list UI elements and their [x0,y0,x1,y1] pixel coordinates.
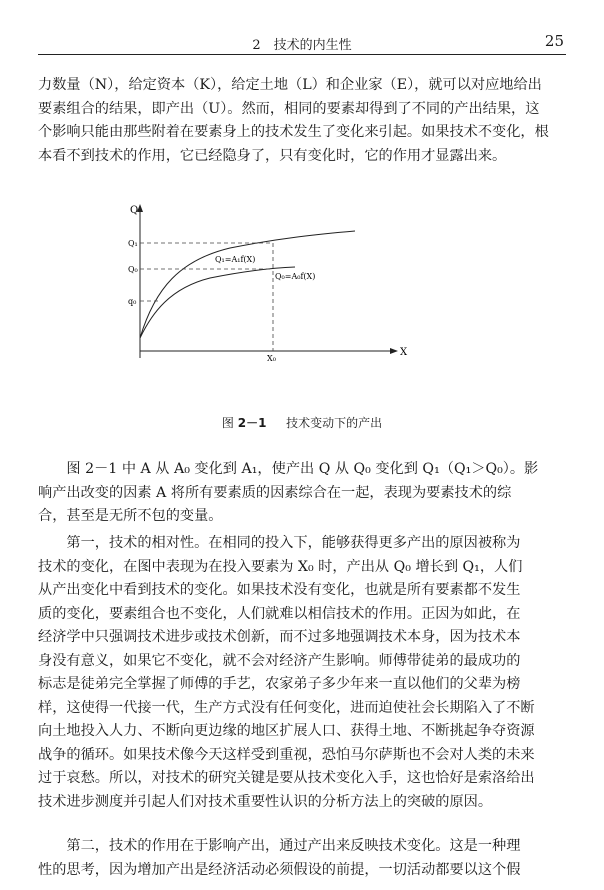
text-line: 经济学中只强调技术进步或技术创新，而不过多地强调技术本身，因为技术本 [38,629,521,645]
text-line: 标志是徒弟完全掌握了师傅的手艺，农家弟子多少年来一直以他们的父辈为榜 [38,676,521,692]
text-line: 第一，技术的相对性。在相同的投入下，能够获得更多产出的原因被称为 [66,535,521,551]
text-line: 第二，技术的作用在于影响产出，通过产出来反映技术变化。这是一种理 [66,838,521,854]
caption-number: 2－1 [237,416,267,430]
text-line: 向土地投入人力、不断向更边缘的地区扩展人口、获得土地、不断挑起争夺资源 [38,723,535,739]
paragraph-figure-explanation [38,458,566,529]
x-axis-arrow [390,348,398,354]
text-line: 战争的循环。如果技术像今天这样受到重视，恐怕马尔萨斯也不会对人类的未来 [38,746,535,763]
tick-q0: Q₀ [128,265,138,274]
caption-text: 技术变动下的产出 [286,416,383,430]
x-axis-label: X [400,347,408,358]
text-line: 响产出改变的因素 A 将所有要素质的因素综合在一起，表现为要素技术的综 [38,484,512,501]
tick-x0: X₀ [267,354,276,363]
curve-upper-label: Q₁=A₁f(X) [215,255,256,264]
curve-lower [140,267,295,338]
text-line: 要素组合的结果，即产出（U）。然而，相同的要素却得到了不同的产出结果，这 [38,100,540,117]
chapter-title: 2 技术的内生性 [252,38,352,53]
curve-lower-label: Q₀=A₀f(X) [275,272,316,281]
text-line: 身没有意义，如果它不变化，就不会对经济产生影响。师傅带徒弟的最成功的 [38,652,521,669]
tick-q1: Q₁ [128,239,138,248]
figure-caption [0,414,604,431]
text-line: 技术的变化，在图中表现为在投入要素为 X₀ 时，产出从 Q₀ 增长到 Q₁，人们 [38,558,523,575]
y-axis-label: Q [130,205,139,216]
curve-upper [140,231,355,338]
paragraph-output-effect [38,835,566,882]
text-line: 过于哀愁。所以，对技术的研究关键是要从技术变化入手，这也恰好是索洛给出 [38,770,535,786]
text-line: 合，甚至是无所不包的变量。 [38,508,223,524]
text-line: 图 2－1 中 A 从 A₀ 变化到 A₁，使产出 Q 从 Q₀ 变化到 Q₁（Q₁＞Q₀）。影 [66,461,539,477]
text-line: 力数量（N），给定资本（K），给定土地（L）和企业家（E），就可以对应地给出 [38,77,542,93]
running-header [38,30,566,55]
tick-qq0: q₀ [128,297,137,306]
text-line: 性的思考，因为增加产出是经济活动必须假设的前提，一切活动都要以这个假 [38,861,521,878]
paragraph-relativity [38,532,566,814]
text-line: 个影响只能由那些附着在要素身上的技术发生了变化来引起。如果技术不变化，根 [38,124,549,140]
text-line: 从产出变化中看到技术的变化。如果技术没有变化，也就是所有要素都不发生 [38,582,521,598]
caption-prefix: 图 [221,416,234,430]
text-line: 质的变化，要素组合也不变化，人们就难以相信技术的作用。正因为如此，在 [38,605,521,622]
text-line: 本看不到技术的作用，它已经隐身了，只有变化时，它的作用才显露出来。 [38,147,507,164]
page-number: 25 [544,32,564,50]
text-line: 技术进步测度并引起人们对技术重要性认识的分析方法上的突破的原因。 [38,793,493,810]
technology-output-figure [110,198,420,368]
paragraph-intro [38,74,566,168]
text-line: 样，这使得一代接一代，生产方式没有任何变化，进而迫使社会长期陷入了不断 [38,699,535,716]
